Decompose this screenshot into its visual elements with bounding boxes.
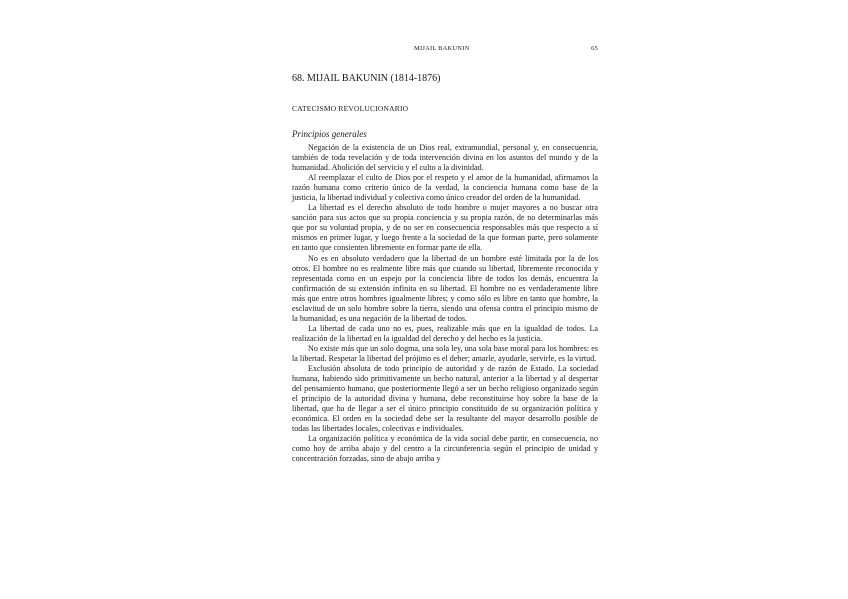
- running-title: MIJAIL BAKUNIN: [414, 45, 470, 52]
- body-text: [292, 143, 598, 465]
- paragraph: La organización política y económica de la vida social debe partir, en consecuencia, no como hoy de arriba abajo y del centro a la circunferencia según el principio de unidad y concentración forzadas, sino de abajo arriba y: [292, 434, 598, 464]
- section-title: CATECISMO REVOLUCIONARIO: [292, 104, 409, 113]
- paragraph: La libertad es el derecho absoluto de todo hombre o mujer mayores a no buscar otra sanción para sus actos que su propia conciencia y su propia razón, de no determinarlas más que por su voluntad propia, y de no ser en consecuencia responsables más que respecto a sí mismos en primer lugar, y luego frente a la sociedad de la que forman parte, pero solamente en tanto que consienten libremente en formar parte de ella.: [292, 203, 598, 253]
- paragraph: No es en absoluto verdadero que la libertad de un hombre esté limitada por la de los otros. El hombre no es realmente libre más que cuando su libertad, libremente reconocida y representada como en un espejo por la conciencia libre de todos los demás, encuentra la confirmación de su extensión infinita en su libertad. El hombre no es verdaderamente libre más que entre otros hombres igualmente libres; y como sólo es libre en tanto que hombre, la esclavitud de un solo hombre sobre la tierra, siendo una ofensa contra el principio mismo de la humanidad, es una negación de la libertad de todos.: [292, 253, 598, 323]
- paragraph: Exclusión absoluta de todo principio de autoridad y de razón de Estado. La sociedad humana, habiendo sido primitivamente un hecho natural, anterior a la libertad y al despertar del pensamiento humano, que posteriormente llegó a ser un hecho religioso organizado según el principio de la autoridad divina y humana, debe reconstituirse hoy sobre la base de la libertad, que ha de llegar a ser el único principio constituido de su organización política y económica. El orden en la sociedad debe ser la resultante del mayor desarrollo posible de todas las libertades locales, colectivas e individuales.: [292, 364, 598, 434]
- page-number: 65: [591, 45, 598, 52]
- paragraph: Al reemplazar el culto de Dios por el respeto y el amor de la humanidad, afirmamos la razón humana como criterio único de la verdad, la conciencia humana como base de la justicia, la libertad individual y colectiva como único creador del orden de la humanidad.: [292, 173, 598, 203]
- paragraph: No existe más que un solo dogma, una sola ley, una sola base moral para los hombres: es la libertad. Respetar la libertad del prójimo es el deber; amarle, ayudarle, servirle, es la virtud.: [292, 343, 598, 363]
- paragraph: La libertad de cada uno no es, pues, realizable más que en la igualdad de todos. La realización de la libertad en la igualdad del derecho y del hecho es la justicia.: [292, 323, 598, 343]
- running-header: [292, 45, 598, 57]
- paragraph: Negación de la existencia de un Dios real, extramundial, personal y, en consecuencia, también de toda revelación y de toda intervención divina en los asuntos del mundo y de la humanidad. Abolición del servicio y el culto a la divinidad.: [292, 143, 598, 173]
- chapter-title: 68. MIJAIL BAKUNIN (1814-1876): [292, 73, 441, 84]
- subsection-title: Principios generales: [292, 129, 367, 139]
